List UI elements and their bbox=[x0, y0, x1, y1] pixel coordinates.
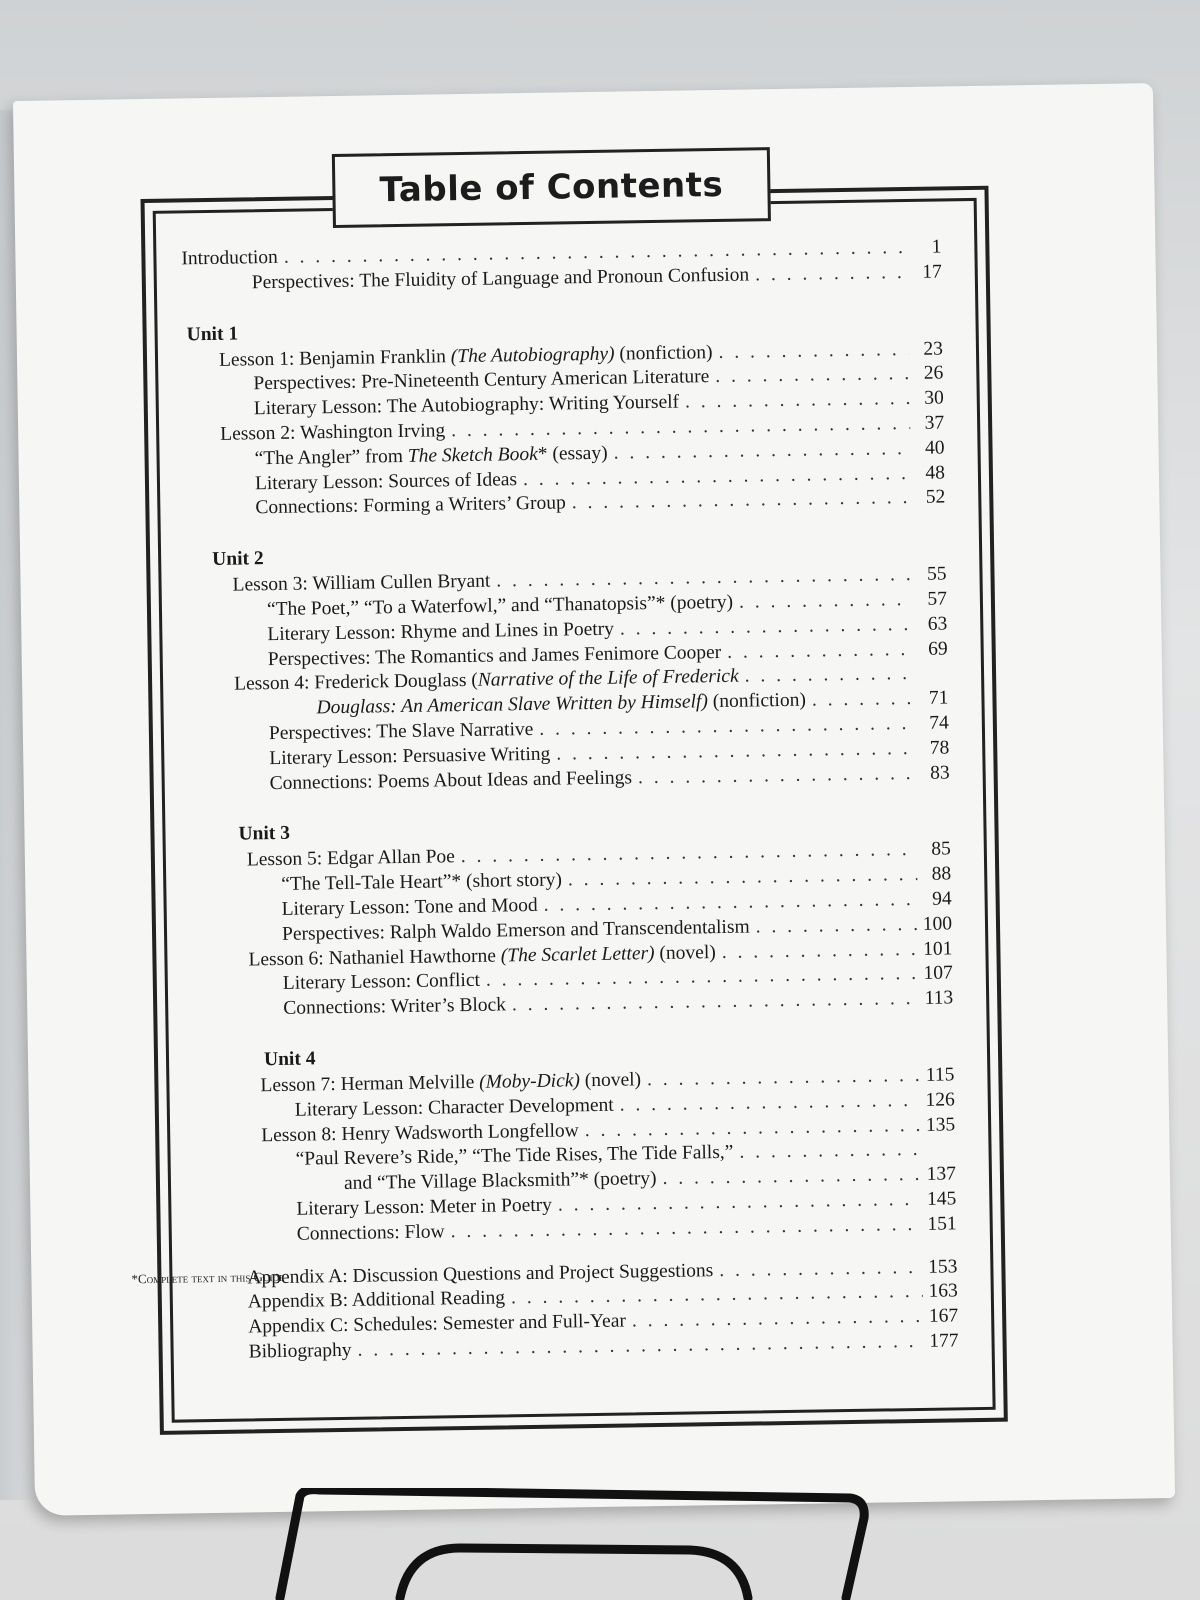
page-number: 69 bbox=[928, 637, 948, 660]
entry-title-text: Literary Lesson: Sources of Ideas bbox=[254, 468, 518, 494]
page-number: 153 bbox=[927, 1255, 958, 1278]
entry-title-suffix: (novel) bbox=[654, 941, 716, 964]
dot-leader bbox=[647, 1065, 920, 1091]
entry-title: Introduction bbox=[181, 246, 279, 270]
entry-title-italic: Narrative of the Life of Frederick bbox=[477, 666, 739, 692]
dot-leader bbox=[556, 738, 915, 766]
unit-section bbox=[224, 1038, 957, 1249]
page-number: 135 bbox=[925, 1113, 956, 1136]
dot-leader bbox=[568, 864, 918, 891]
entry-title bbox=[283, 970, 480, 995]
entry-title-suffix: (nonfiction) bbox=[614, 341, 713, 365]
entry-title: Appendix C: Schedules: Semester and Full-Year bbox=[248, 1310, 627, 1338]
entry-title-text: Literary Lesson: Tone and Mood bbox=[281, 894, 538, 920]
dot-leader bbox=[613, 438, 910, 465]
entry-title-text: Perspectives: Ralph Waldo Emerson and Transcendentalism bbox=[281, 916, 750, 945]
entry-title bbox=[261, 1120, 579, 1147]
dot-leader bbox=[544, 889, 918, 917]
page-number: 115 bbox=[925, 1064, 955, 1086]
entry-title bbox=[344, 1168, 657, 1195]
page-number: 83 bbox=[929, 761, 950, 784]
title-box bbox=[332, 147, 771, 228]
entry-title bbox=[260, 1069, 641, 1097]
dot-leader bbox=[662, 1164, 921, 1190]
entry-title-text: Lesson 1: Benjamin Franklin bbox=[218, 345, 451, 371]
entry-title-suffix: * (essay) bbox=[537, 442, 608, 465]
dot-leader bbox=[755, 262, 908, 286]
entry-title-text: Perspectives: The Romantics and James Fenimore Cooper bbox=[267, 641, 722, 670]
dot-leader bbox=[620, 1090, 920, 1117]
entry-title: Bibliography bbox=[248, 1339, 352, 1363]
entry-title-suffix: (novel) bbox=[579, 1069, 642, 1092]
entry-title-text: Perspectives: The Slave Narrative bbox=[268, 718, 534, 745]
dot-leader bbox=[523, 463, 911, 491]
page-number: 17 bbox=[922, 261, 942, 283]
entry-title-text: Connections: Flow bbox=[296, 1221, 445, 1245]
entry-title-italic: (Moby-Dick) bbox=[479, 1070, 581, 1093]
page-number: 48 bbox=[925, 462, 946, 484]
entry-title bbox=[282, 895, 538, 921]
page-number: 107 bbox=[923, 962, 953, 985]
dot-leader bbox=[812, 688, 915, 712]
page-number: 1 bbox=[931, 236, 942, 258]
page-number: 126 bbox=[925, 1089, 955, 1111]
unit-section bbox=[210, 813, 953, 1024]
entry-title: Appendix B: Additional Reading bbox=[247, 1287, 506, 1313]
entry-title-text: Literary Lesson: Rhyme and Lines in Poetry bbox=[267, 618, 615, 645]
entry-title-text: “The Tell-Tale Heart”* (short story) bbox=[281, 869, 563, 896]
dot-leader bbox=[718, 339, 909, 364]
page-number: 37 bbox=[924, 412, 945, 434]
page-number: 55 bbox=[926, 563, 947, 585]
entry-title bbox=[270, 767, 633, 795]
page-number: 85 bbox=[931, 838, 951, 861]
page-number: 137 bbox=[926, 1163, 957, 1185]
entry-title-text: Literary Lesson: Conflict bbox=[282, 970, 481, 995]
page-number: 78 bbox=[929, 737, 950, 759]
dot-leader bbox=[585, 1114, 920, 1141]
entry-title bbox=[283, 995, 506, 1020]
entry-title-text: Lesson 5: Edgar Allan Poe bbox=[246, 846, 456, 871]
dot-leader bbox=[632, 1306, 923, 1333]
page-number: 94 bbox=[931, 888, 952, 910]
entry-title-italic: Douglass: An American Slave Written by Himself) bbox=[316, 691, 709, 719]
page-number: 151 bbox=[927, 1213, 957, 1235]
dot-leader bbox=[638, 762, 916, 788]
entry-title-text: Literary Lesson: The Autobiography: Writing Yourself bbox=[253, 391, 680, 420]
entry-title-text: Lesson 7: Herman Melville bbox=[260, 1071, 480, 1097]
entry-title-text: Lesson 2: Washington Irving bbox=[220, 420, 446, 445]
unit-heading: Unit 3 bbox=[238, 823, 291, 845]
page-number: 163 bbox=[928, 1280, 958, 1303]
entry-title bbox=[255, 469, 517, 495]
entry-title-text: Literary Lesson: Persuasive Writing bbox=[269, 743, 551, 769]
entry-title bbox=[269, 743, 550, 769]
page-number: 100 bbox=[922, 913, 953, 935]
page-number: 57 bbox=[927, 588, 948, 610]
entry-title-text: Literary Lesson: Meter in Poetry bbox=[296, 1194, 553, 1220]
entry-title-text: Literary Lesson: Character Development bbox=[294, 1094, 614, 1121]
page-number: 30 bbox=[924, 387, 944, 409]
entry-title bbox=[297, 1221, 445, 1245]
table-of-contents bbox=[181, 236, 958, 1366]
page-number: 74 bbox=[929, 712, 950, 734]
entry-title bbox=[247, 847, 455, 872]
entry-title: Perspectives: The Fluidity of Language and Pronoun Confusion bbox=[251, 264, 750, 294]
book-page bbox=[13, 83, 1175, 1516]
intro-section bbox=[181, 236, 942, 298]
units-section bbox=[182, 312, 956, 1250]
dot-leader bbox=[620, 614, 914, 641]
entry-title-text: Connections: Poems About Ideas and Feelings bbox=[269, 766, 633, 794]
entry-title bbox=[255, 493, 566, 520]
entry-title-text: Perspectives: Pre-Nineteenth Century American Literature bbox=[253, 366, 710, 395]
page-title: Table of Contents bbox=[379, 164, 724, 211]
entry-title-text: Lesson 3: William Cullen Bryant bbox=[232, 570, 491, 596]
entry-title: Appendix A: Discussion Questions and Project Suggestions bbox=[247, 1259, 714, 1289]
entry-title-text: Connections: Writer’s Block bbox=[283, 994, 507, 1020]
dot-leader bbox=[739, 589, 913, 614]
dot-leader bbox=[558, 1189, 921, 1217]
entry-title-text: Connections: Forming a Writers’ Group bbox=[255, 492, 566, 519]
footnote: *Complete text in this Guide bbox=[131, 1268, 285, 1287]
entry-title bbox=[295, 1094, 614, 1121]
dot-leader bbox=[715, 363, 909, 388]
dot-leader bbox=[739, 1139, 921, 1164]
entry-title-text: and “The Village Blacksmith”* (poetry) bbox=[343, 1168, 657, 1195]
unit-section bbox=[182, 312, 945, 523]
entry-title bbox=[220, 420, 445, 446]
page-number: 40 bbox=[924, 437, 945, 459]
dot-leader bbox=[685, 388, 910, 414]
entry-title-italic: (The Scarlet Letter) bbox=[500, 942, 655, 967]
page-number: 113 bbox=[924, 987, 954, 1009]
appendix-section bbox=[247, 1256, 958, 1366]
entry-title bbox=[269, 719, 534, 745]
entry-title bbox=[281, 870, 562, 896]
unit-heading: Unit 1 bbox=[186, 323, 239, 345]
book-stand bbox=[260, 1488, 900, 1600]
dot-leader bbox=[727, 639, 914, 664]
dot-leader bbox=[755, 914, 916, 939]
unit-heading: Unit 4 bbox=[263, 1048, 316, 1071]
page-number: 63 bbox=[927, 613, 948, 635]
dot-leader bbox=[719, 1256, 922, 1281]
entry-title bbox=[267, 618, 614, 645]
dot-leader bbox=[572, 487, 912, 514]
entry-title-text: “The Poet,” “To a Waterfowl,” and “Thanatopsis”* (poetry) bbox=[266, 591, 734, 621]
entry-title-text: Lesson 6: Nathaniel Hawthorne bbox=[248, 945, 501, 970]
page-number: 26 bbox=[923, 362, 944, 385]
entry-title-italic: (The Autobiography) bbox=[450, 343, 615, 367]
page-number: 145 bbox=[926, 1188, 957, 1210]
entry-title bbox=[296, 1195, 552, 1221]
entry-title-text: “Paul Revere’s Ride,” “The Tide Rises, The Tide Falls,” bbox=[295, 1142, 734, 1171]
dot-leader bbox=[539, 713, 915, 741]
entry-title-text: “The Angler” from bbox=[254, 445, 408, 470]
page-number: 177 bbox=[929, 1330, 959, 1352]
unit-heading: Unit 2 bbox=[212, 548, 264, 571]
entry-title-italic: The Sketch Book bbox=[407, 443, 538, 467]
page-number: 167 bbox=[928, 1305, 959, 1327]
dot-leader bbox=[722, 938, 918, 963]
page-number: 23 bbox=[923, 338, 944, 360]
dot-leader bbox=[744, 663, 914, 688]
page-number: 101 bbox=[922, 937, 953, 960]
entry-title-suffix: (nonfiction) bbox=[707, 689, 807, 713]
unit-section bbox=[196, 538, 950, 799]
entry-title-text: Lesson 4: Frederick Douglass ( bbox=[233, 670, 478, 695]
entry-title bbox=[254, 443, 607, 471]
page-number: 88 bbox=[931, 863, 952, 885]
page-number: 52 bbox=[925, 486, 946, 509]
entry-title bbox=[232, 571, 490, 597]
page-number: 71 bbox=[928, 687, 949, 709]
entry-title-text: Lesson 8: Henry Wadsworth Longfellow bbox=[261, 1119, 579, 1146]
